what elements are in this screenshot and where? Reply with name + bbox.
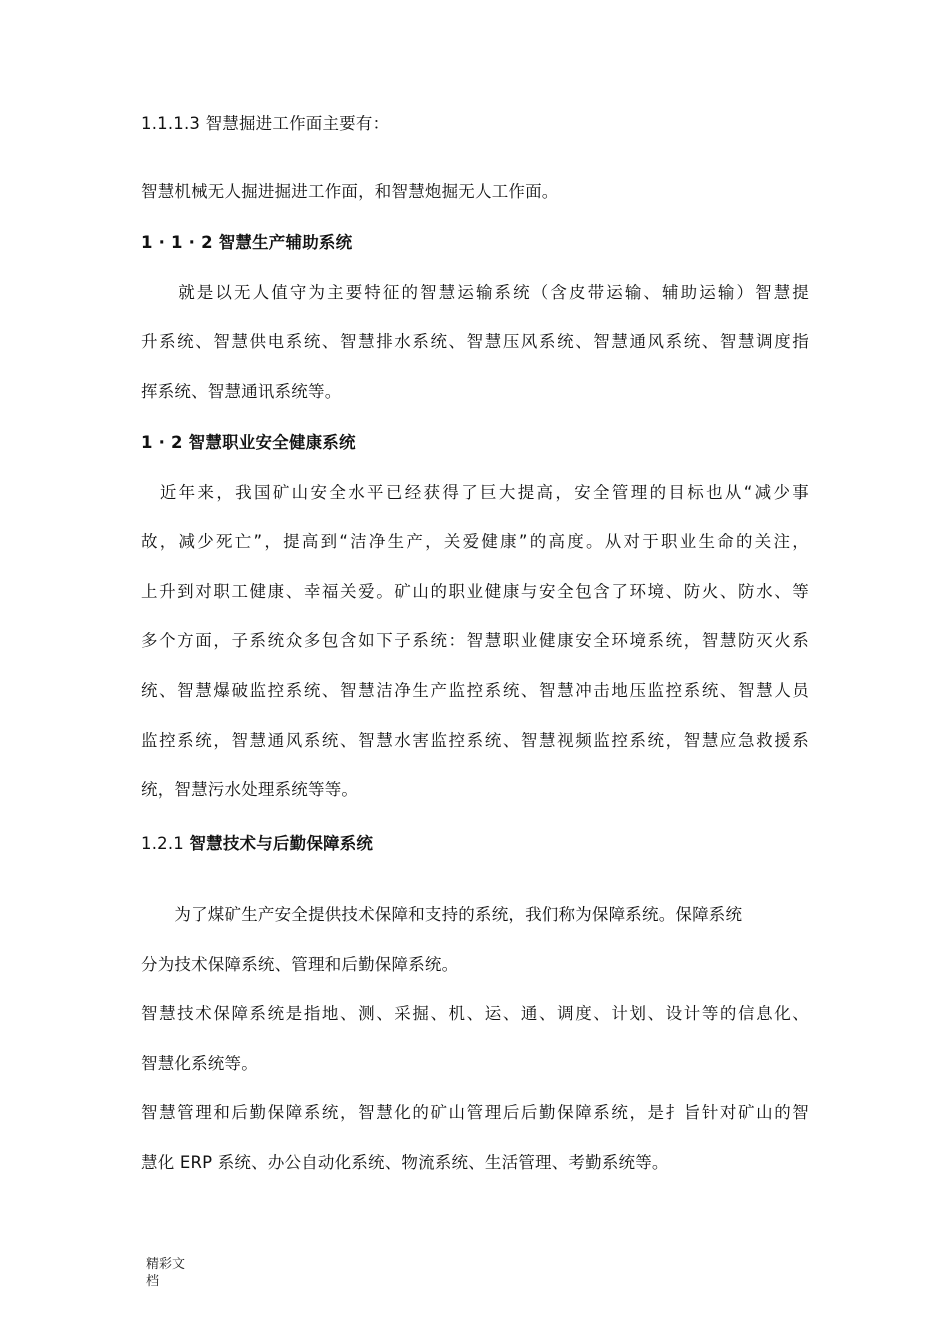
- paragraph-line: 升系统、智慧供电系统、智慧排水系统、智慧压风系统、智慧通风系统、智慧调度指: [141, 332, 809, 351]
- paragraph-line: 智慧技术保障系统是指地、测、采掘、机、运、通、调度、计划、设计等的信息化、: [141, 1004, 809, 1023]
- heading-text: 智慧技术与后勤保障系统: [189, 834, 374, 853]
- paragraph-line: 故，减少死亡”，提高到“洁净生产，关爱健康”的高度。从对于职业生命的关注，: [141, 532, 809, 551]
- heading-number: 1.2.1: [141, 834, 184, 853]
- footer-line: 档: [146, 1274, 160, 1289]
- paragraph-line: 为了煤矿生产安全提供技术保障和支持的系统，我们称为保障系统。保障系统: [141, 905, 743, 924]
- paragraph-line: 分为技术保障系统、管理和后勤保障系统。: [141, 955, 459, 974]
- paragraph-line: 多个方面，子系统众多包含如下子系统：智慧职业健康安全环境系统，智慧防灭火系: [141, 631, 809, 650]
- paragraph-tunneling-faces: 智慧机械无人掘进掘进工作面，和智慧炮掘无人工作面。: [141, 182, 559, 201]
- paragraph-line: 挥系统、智慧通讯系统等。: [141, 382, 342, 401]
- paragraph-line: 就是以无人值守为主要特征的智慧运输系统（含皮带运输、辅助运输）智慧提: [141, 283, 809, 302]
- heading-1-1-2: 1 · 1 · 2 智慧生产辅助系统: [141, 233, 353, 252]
- paragraph-line: 近年来，我国矿山安全水平已经获得了巨大提高，安全管理的目标也从“减少事: [141, 483, 809, 502]
- heading-1-2: 1 · 2 智慧职业安全健康系统: [141, 433, 356, 452]
- paragraph-line: 智慧化系统等。: [141, 1054, 258, 1073]
- paragraph-line: 统，智慧污水处理系统等等。: [141, 780, 359, 799]
- paragraph-line: 监控系统，智慧通风系统、智慧水害监控系统、智慧视频监控系统，智慧应急救援系: [141, 731, 809, 750]
- heading-1-1-1-3: 1.1.1.3 智慧掘进工作面主要有：: [141, 114, 390, 133]
- paragraph-line: 慧化 ERP 系统、办公自动化系统、物流系统、生活管理、考勤系统等。: [141, 1153, 669, 1172]
- paragraph-line: 智慧管理和后勤保障系统，智慧化的矿山管理后后勤保障系统，是扌旨针对矿山的智: [141, 1103, 809, 1122]
- footer-line: 精彩文: [146, 1257, 186, 1272]
- paragraph-line: 上升到对职工健康、幸福关爱。矿山的职业健康与安全包含了环境、防火、防水、等: [141, 582, 809, 601]
- heading-1-2-1: [141, 832, 373, 856]
- paragraph-line: 统、智慧爆破监控系统、智慧洁净生产监控系统、智慧冲击地压监控系统、智慧人员: [141, 681, 809, 700]
